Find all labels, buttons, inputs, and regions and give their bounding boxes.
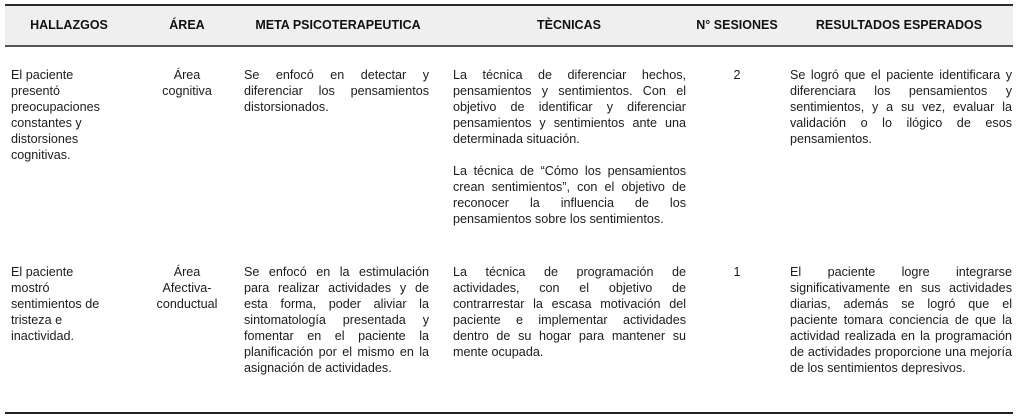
tecnica-paragraph: La técnica de programación de actividades, con el objetivo de contrarrestar la escasa motivación del paciente e implementar actividades dentro de su hogar para mantener su mente ocupada. (453, 265, 686, 359)
cell-resultados: El paciente logre integrarse significativamente en sus actividades diarias, además se logró que el paciente tomara conciencia de que la actividad realizada en la programación de actividades proporcione una mejoría de los sentimientos depresivos. (790, 265, 1012, 375)
cell-meta: Se enfocó en detectar y diferenciar los pensamientos distorsionados. (244, 68, 429, 114)
therapy-plan-table (5, 4, 1013, 375)
cell-meta: Se enfocó en la estimulación para realizar actividades y de esta forma, poder aliviar la sintomatología presentada y fomentar en el paciente la planificación por el mismo en la asignación de actividades. (244, 265, 429, 375)
header-tecnicas: TÈCNICAS (537, 18, 601, 32)
table-bottom-rule (5, 412, 1013, 414)
tecnica-paragraph: La técnica de diferenciar hechos, pensamientos y sentimientos. Con el objetivo de identificar y diferenciar pensamientos y sentimientos ante una determinada situación. (453, 68, 686, 146)
cell-resultados: Se logró que el paciente identificara y diferenciara los pensamientos y sentimientos, y a su vez, evaluar la validación o lo ilógico de esos pensamientos. (790, 68, 1012, 146)
header-hallazgos: HALLAZGOS (30, 18, 108, 32)
cell-hallazgos: El paciente presentó preocupaciones constantes y distorsiones cognitivas. (11, 68, 100, 162)
cell-tecnicas (453, 67, 686, 227)
cell-hallazgos: El paciente mostró sentimientos de tristeza e inactividad. (11, 265, 100, 343)
cell-sesiones: 2 (733, 68, 741, 82)
header-meta: META PSICOTERAPEUTICA (255, 18, 421, 32)
cell-area: Área Afectiva-conductual (156, 265, 218, 311)
cell-tecnicas (453, 264, 686, 360)
header-resultados: RESULTADOS ESPERADOS (815, 18, 983, 32)
header-area: ÁREA (169, 18, 205, 32)
tecnica-paragraph: La técnica de “Cómo los pensamientos crean sentimientos”, con el objetivo de reconocer la influencia de los pensamientos sobre los sentimientos. (453, 164, 686, 226)
cell-sesiones: 1 (733, 265, 741, 279)
header-sesiones: N° SESIONES (696, 18, 778, 32)
table-header (5, 4, 1013, 47)
cell-area: Área cognitiva (162, 68, 212, 98)
